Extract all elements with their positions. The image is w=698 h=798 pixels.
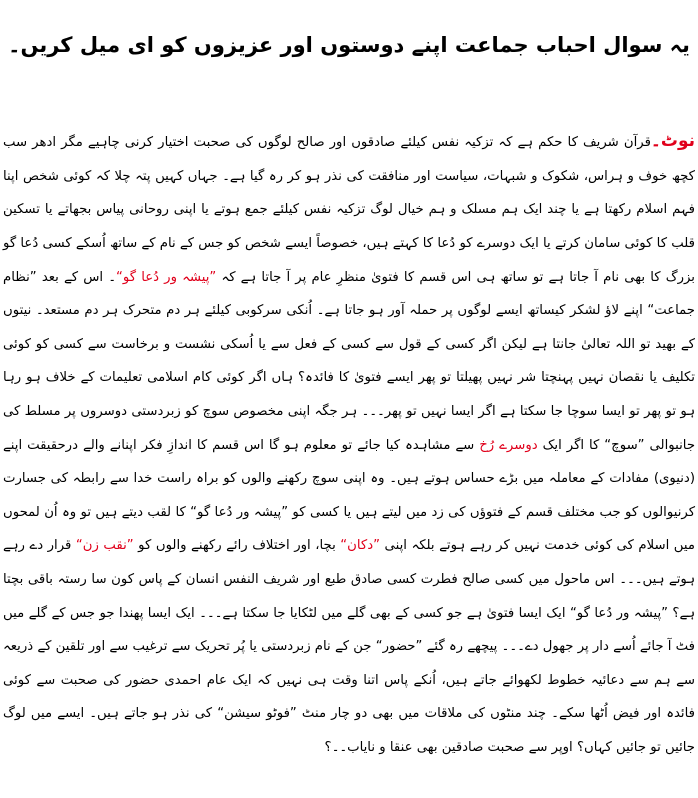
- page-title: یہ سوال احباب جماعت اپنے دوستوں اور عزیزوں کو ای میل کریں۔: [8, 33, 690, 58]
- paragraph-segment: ۔ اس کے بعد ”نظام جماعت“ اپنے لاؤ لشکر کیساتھ ایسے لوگوں پر حملہ آور ہو جاتا ہے۔ اُنکی سرکوبی کیلئے ہر دم متحرک ہر دم مستعد۔ نیتوں کے بھید تو اللہ تعالیٰ جانتا ہے لیکن اگر کسی کے قول سے کسی کے فعل سے یا اُسکی نشست و برخاست سے کسی کو کوئی تکلیف یا نقصان نہیں پہنچتا شر نہیں پھیلتا تو پھر ایسے فتویٰ کا فائدہ؟ ہاں اگر کوئی کام اسلامی تعلیمات کے خلاف ہو رہا ہو تو پھر تو ایسا سوچا جا سکتا ہے اگر ایسا نہیں تو پھر۔۔۔ ہر جگہ اپنی مخصوص سوچ کو زبردستی دوسروں پر مسلط کی جانبوالی ”سوچ“ کا اگر ایک: [3, 269, 696, 453]
- paragraph-segment: قرآن شریف کا حکم ہے کہ تزکیہ نفس کیلئے صادقوں اور صالح لوگوں کی صحبت اختیار کرنی چاہیے مگر ادھر سب کچھ خوف و ہراس، شکوک و شبہات، سیاست اور منافقت کی نذر ہو کر رہ گیا ہے۔ جہاں کہیں پتہ چلا کہ کوئی شخص اپنا فہم اسلام رکھتا ہے یا چند ایک ہم مسلک و ہم خیال لوگ تزکیہ نفس کیلئے جمع ہوتے یا اپنی روحانی پیاس بجھاتے یا تسکین قلب کا کوئی سامان کرتے یا ایک دوسرے کو دُعا کا کہتے ہیں، خصوصاً ایسے شخص کو جس کے نام کے ساتھ اُسکے کسی دُعا گو بزرگ کا بھی نام آ جاتا ہے تو ساتھ ہی اس قسم کا فتویٰ منظرِ عام پر آ جاتا ہے کہ: [3, 135, 695, 285]
- note-paragraph: [3, 125, 695, 764]
- highlight-term: ”دکان“: [340, 538, 381, 554]
- paragraph-segment: بچا، اور اختلاف رائے رکھنے والوں کو: [133, 538, 341, 554]
- highlight-term: دوسرے رُخ: [479, 437, 538, 453]
- highlight-term: ”پیشہ ور دُعا گو“: [116, 269, 217, 285]
- note-label: نوٹ۔: [650, 131, 695, 152]
- paragraph-segment: سے مشاہدہ کیا جائے تو معلوم ہو گا اس قسم کا اندازِ فکر اپنانے والے درحقیقت اپنے (دنیوی) مفادات کے معاملہ میں بڑے حساس ہوتے ہیں۔ وہ اپنی سوچ رکھنے والوں کو براہ راست خدا سے رابطہ کی جسارت کرنیوالوں کو جب مختلف قسم کے فتوؤں کی زد میں لیتے ہیں یا کسی کو ”پیشہ ور دُعا گو“ کا لقب دیتے ہیں تو وہ اُن لمحوں میں اسلام کی کوئی خدمت نہیں کر رہے ہوتے بلکہ اپنی: [3, 437, 695, 554]
- paragraph-segment: قرار دے رہے ہوتے ہیں۔۔۔ اس ماحول میں کسی صالح فطرت کسی صادق طبع اور شریف النفس انسان کے پاس کون سا رستہ باقی بچتا ہے؟ ”پیشہ ور دُعا گو“ ایک ایسا فتویٰ ہے جو کسی کے بھی گلے میں لٹکایا جا سکتا ہے۔۔۔ ایک ایسا پھندا جو جس کے گلے میں فٹ آ جائے اُسے دار پر جھول دے۔۔۔ پیچھے رہ گئے ”حضور“ جن کے نام زبردستی یا پُر تحریک سے ترغیب سے اور تلقین کے ذریعہ سے ہم سے دعائیہ خطوط لکھوائے جاتے ہیں، اُنکے پاس اتنا وقت ہی نہیں کہ ایک عام احمدی حضور کی صحبت سے کوئی فائدہ اور فیض اُٹھا سکے۔ چند منٹوں کی ملاقات میں بھی دو چار منٹ ”فوٹو سیشن“ کی نذر ہو جاتے ہیں۔ ایسے میں لوگ جائیں تو جائیں کہاں؟ اوپر سے صحبت صادقین بھی عنقا و نایاب۔۔؟: [2, 538, 695, 755]
- highlight-term: ”نقب زن“: [75, 538, 134, 554]
